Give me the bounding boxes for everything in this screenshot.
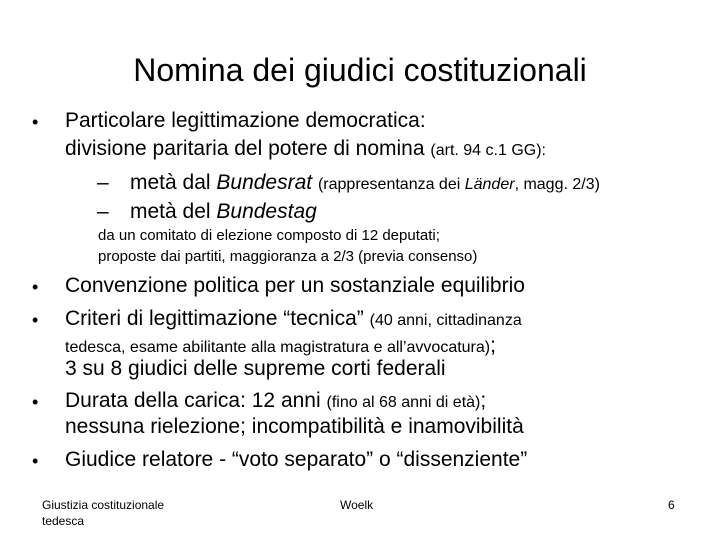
sub-1-small-a: (rappresentanza dei	[317, 176, 461, 193]
footer-center: Woelk	[340, 498, 374, 512]
bullet-4-tail: ;	[480, 389, 487, 412]
bullet-2-symbol: •	[32, 277, 39, 297]
footer-left	[42, 497, 164, 529]
bullet-1-line-2	[65, 136, 546, 164]
sub-1-prefix: metà dal	[130, 171, 211, 194]
detail-line-1: da un comitato di elezione composto di 12 deputati;	[98, 227, 440, 244]
bullet-1-line-1: Particolare legittimazione democratica:	[65, 109, 426, 132]
bullet-4-line-1	[65, 388, 486, 416]
bullet-2-line: Convenzione politica per un sostanziale equilibrio	[65, 274, 525, 297]
sub-2-line	[130, 199, 317, 225]
bullet-1-symbol: •	[32, 112, 39, 132]
sub-1-dash: –	[97, 171, 109, 194]
sub-1-laender: Länder	[464, 176, 515, 193]
bullet-4-small: (fino al 68 anni di età)	[326, 394, 481, 411]
bullet-5-line: Giudice relatore - “voto separato” o “dissenziente”	[65, 448, 528, 471]
sub-1-bundesrat: Bundesrat	[216, 171, 313, 194]
bullet-3-line-3: 3 su 8 giudici delle supreme corti federali	[65, 357, 446, 380]
sub-2-bundestag: Bundestag	[216, 200, 317, 223]
sub-1-line	[130, 170, 600, 198]
slide-title: Nomina dei giudici costituzionali	[133, 52, 587, 88]
sub-2-prefix: metà del	[130, 200, 211, 223]
bullet-1-line-2-main: divisione paritaria del potere di nomina	[65, 137, 425, 160]
bullet-3-main: Criteri di legittimazione “tecnica”	[65, 307, 364, 330]
bullet-3-line-2-small: tedesca, esame abilitante alla magistratura e all’avvocatura)	[65, 339, 491, 356]
bullet-3-small: (40 anni, cittadinanza	[369, 312, 522, 329]
bullet-3-line-2-tail: ;	[490, 334, 496, 357]
footer-left-line-1: Giustizia costituzionale	[42, 498, 165, 512]
bullet-3-line-1	[65, 306, 522, 334]
bullet-3-symbol: •	[32, 310, 39, 330]
footer-left-line-2: tedesca	[42, 514, 85, 528]
bullet-5-symbol: •	[32, 451, 39, 471]
page-number: 6	[668, 498, 675, 512]
sub-2-dash: –	[97, 200, 109, 223]
bullet-4-main: Durata della carica: 12 anni	[65, 389, 321, 412]
sub-1-small-b: , magg. 2/3)	[514, 176, 600, 193]
bullet-4-symbol: •	[32, 392, 39, 412]
bullet-1-line-2-small: (art. 94 c.1 GG):	[430, 142, 546, 159]
detail-line-2: proposte dai partiti, maggioranza a 2/3 (previa consenso)	[98, 248, 478, 265]
bullet-4-line-2: nessuna rielezione; incompatibilità e inamovibilità	[65, 415, 524, 438]
